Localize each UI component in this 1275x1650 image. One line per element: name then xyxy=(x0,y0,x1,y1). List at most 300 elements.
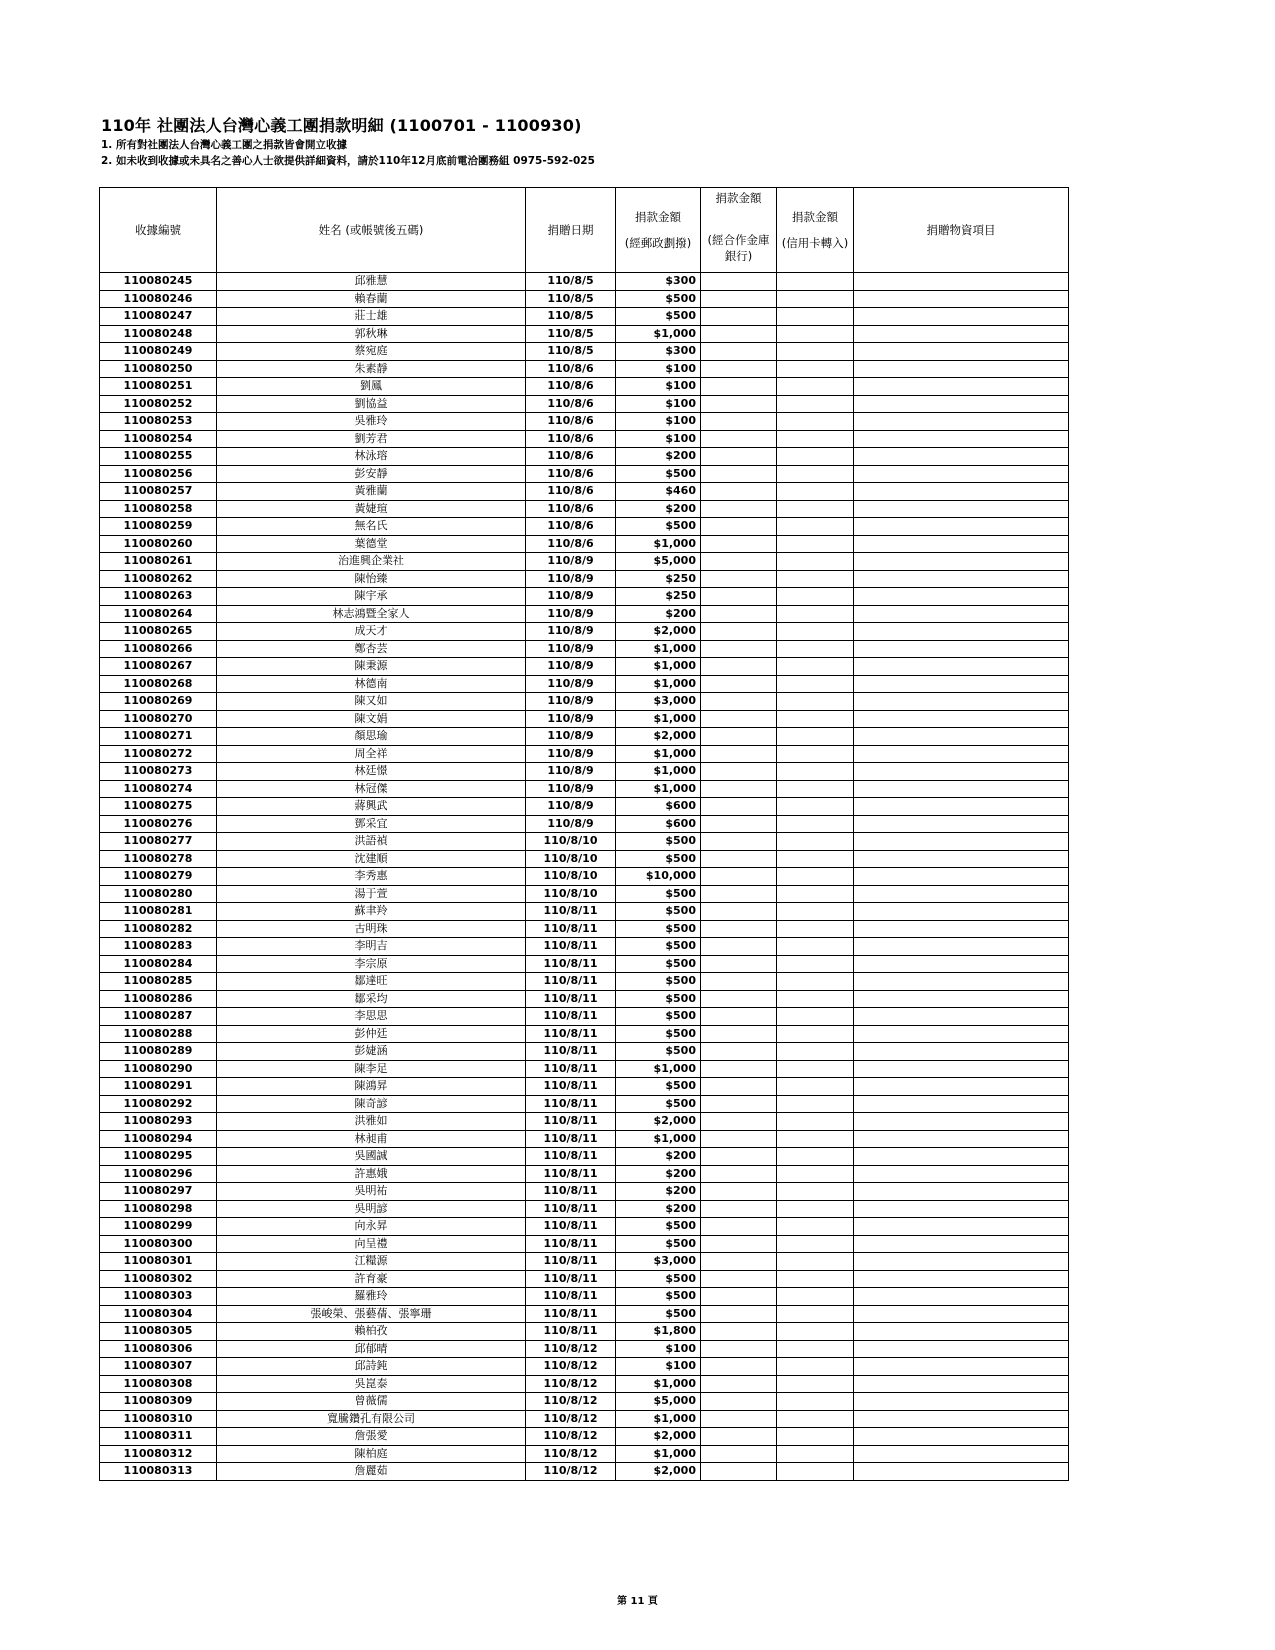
donor-name-cell: 許育豪 xyxy=(217,1270,526,1288)
donation-date-cell: 110/8/9 xyxy=(526,780,616,798)
table-row xyxy=(100,1270,1069,1288)
amount-postal-cell: $500 xyxy=(616,1288,701,1306)
donation-date-cell: 110/8/11 xyxy=(526,1060,616,1078)
goods-cell xyxy=(854,570,1069,588)
donor-name-cell: 陳奇諺 xyxy=(217,1095,526,1113)
goods-cell xyxy=(854,833,1069,851)
amount-postal-cell: $200 xyxy=(616,1200,701,1218)
amount-bank-cell xyxy=(701,675,777,693)
goods-cell xyxy=(854,1288,1069,1306)
amount-card-cell xyxy=(777,885,854,903)
amount-bank-cell xyxy=(701,990,777,1008)
donation-date-cell: 110/8/6 xyxy=(526,518,616,536)
donation-date-cell: 110/8/10 xyxy=(526,833,616,851)
donor-name-cell: 陳柏庭 xyxy=(217,1445,526,1463)
donor-name-cell: 莊士雄 xyxy=(217,308,526,326)
receipt-no-cell: 110080258 xyxy=(100,500,217,518)
table-row xyxy=(100,658,1069,676)
amount-card-cell xyxy=(777,535,854,553)
table-row xyxy=(100,955,1069,973)
goods-cell xyxy=(854,1463,1069,1481)
donor-name-cell: 吳雅玲 xyxy=(217,413,526,431)
page-number: 第 11 頁 xyxy=(617,1596,658,1607)
amount-postal-cell: $300 xyxy=(616,343,701,361)
table-row xyxy=(100,1130,1069,1148)
amount-bank-cell xyxy=(701,290,777,308)
amount-bank-cell xyxy=(701,1393,777,1411)
receipt-no-cell: 110080293 xyxy=(100,1113,217,1131)
amount-bank-cell xyxy=(701,833,777,851)
receipt-no-cell: 110080287 xyxy=(100,1008,217,1026)
amount-card-cell xyxy=(777,605,854,623)
receipt-no-cell: 110080306 xyxy=(100,1340,217,1358)
table-row xyxy=(100,325,1069,343)
donation-date-cell: 110/8/6 xyxy=(526,360,616,378)
receipt-no-cell: 110080290 xyxy=(100,1060,217,1078)
table-row xyxy=(100,1463,1069,1481)
amount-card-cell xyxy=(777,1375,854,1393)
amount-bank-cell xyxy=(701,1043,777,1061)
amount-postal-cell: $500 xyxy=(616,833,701,851)
receipt-no-cell: 110080295 xyxy=(100,1148,217,1166)
goods-cell xyxy=(854,395,1069,413)
receipt-no-cell: 110080299 xyxy=(100,1218,217,1236)
donor-name-cell: 葉德堂 xyxy=(217,535,526,553)
amount-postal-cell: $1,000 xyxy=(616,1375,701,1393)
amount-postal-cell: $1,000 xyxy=(616,325,701,343)
donation-date-cell: 110/8/11 xyxy=(526,1270,616,1288)
donor-name-cell: 羅雅玲 xyxy=(217,1288,526,1306)
donation-date-cell: 110/8/6 xyxy=(526,378,616,396)
amount-card-cell xyxy=(777,570,854,588)
donation-date-cell: 110/8/5 xyxy=(526,325,616,343)
receipt-no-cell: 110080254 xyxy=(100,430,217,448)
amount-postal-cell: $1,000 xyxy=(616,535,701,553)
table-row xyxy=(100,728,1069,746)
goods-cell xyxy=(854,938,1069,956)
table-row xyxy=(100,920,1069,938)
donation-date-cell: 110/8/12 xyxy=(526,1428,616,1446)
note-contact: 2. 如未收到收據或未具名之善心人士欲提供詳細資料，請於110年12月底前電洽團務組 0975-592-025 xyxy=(101,155,595,167)
donor-name-cell: 蔡宛庭 xyxy=(217,343,526,361)
goods-cell xyxy=(854,325,1069,343)
table-row xyxy=(100,290,1069,308)
donation-date-cell: 110/8/11 xyxy=(526,990,616,1008)
amount-card-cell xyxy=(777,1445,854,1463)
receipt-no-cell: 110080310 xyxy=(100,1410,217,1428)
table-row xyxy=(100,1113,1069,1131)
amount-postal-cell: $500 xyxy=(616,465,701,483)
table-row xyxy=(100,885,1069,903)
table-row xyxy=(100,763,1069,781)
receipt-no-cell: 110080257 xyxy=(100,483,217,501)
table-row xyxy=(100,938,1069,956)
amount-card-cell xyxy=(777,1253,854,1271)
amount-card-cell xyxy=(777,1130,854,1148)
amount-postal-cell: $1,800 xyxy=(616,1323,701,1341)
amount-card-cell xyxy=(777,745,854,763)
amount-bank-cell xyxy=(701,763,777,781)
amount-card-cell xyxy=(777,833,854,851)
donor-name-cell: 黃婕瑄 xyxy=(217,500,526,518)
donor-name-cell: 彭仲廷 xyxy=(217,1025,526,1043)
amount-bank-cell xyxy=(701,1218,777,1236)
amount-bank-cell xyxy=(701,1375,777,1393)
goods-cell xyxy=(854,623,1069,641)
donor-name-cell: 洪雅如 xyxy=(217,1113,526,1131)
amount-card-cell xyxy=(777,465,854,483)
amount-postal-cell: $2,000 xyxy=(616,728,701,746)
amount-postal-cell: $500 xyxy=(616,1095,701,1113)
goods-cell xyxy=(854,588,1069,606)
donor-name-cell: 鄒達旺 xyxy=(217,973,526,991)
donor-name-cell: 張峻榮、張藝蒨、張寧珊 xyxy=(217,1305,526,1323)
donation-date-cell: 110/8/10 xyxy=(526,885,616,903)
donor-name-cell: 沈建順 xyxy=(217,850,526,868)
receipt-no-cell: 110080248 xyxy=(100,325,217,343)
goods-cell xyxy=(854,710,1069,728)
receipt-no-cell: 110080312 xyxy=(100,1445,217,1463)
donor-name-cell: 洪語禎 xyxy=(217,833,526,851)
receipt-no-cell: 110080289 xyxy=(100,1043,217,1061)
table-row xyxy=(100,518,1069,536)
amount-bank-cell xyxy=(701,1200,777,1218)
goods-cell xyxy=(854,535,1069,553)
amount-postal-cell: $5,000 xyxy=(616,1393,701,1411)
amount-postal-cell: $3,000 xyxy=(616,693,701,711)
amount-postal-cell: $500 xyxy=(616,850,701,868)
amount-bank-cell xyxy=(701,1130,777,1148)
amount-postal-cell: $500 xyxy=(616,1218,701,1236)
donation-date-cell: 110/8/6 xyxy=(526,448,616,466)
header-goods: 捐贈物資項目 xyxy=(854,188,1069,273)
donation-date-cell: 110/8/11 xyxy=(526,1113,616,1131)
donation-date-cell: 110/8/9 xyxy=(526,658,616,676)
donation-date-cell: 110/8/11 xyxy=(526,1323,616,1341)
goods-cell xyxy=(854,1445,1069,1463)
goods-cell xyxy=(854,413,1069,431)
donation-date-cell: 110/8/9 xyxy=(526,815,616,833)
donor-name-cell: 吳明祐 xyxy=(217,1183,526,1201)
amount-postal-cell: $2,000 xyxy=(616,1463,701,1481)
donation-date-cell: 110/8/11 xyxy=(526,1165,616,1183)
amount-bank-cell xyxy=(701,903,777,921)
donation-date-cell: 110/8/9 xyxy=(526,570,616,588)
donor-name-cell: 劉芳君 xyxy=(217,430,526,448)
amount-postal-cell: $1,000 xyxy=(616,1060,701,1078)
amount-bank-cell xyxy=(701,640,777,658)
amount-card-cell xyxy=(777,955,854,973)
amount-card-cell xyxy=(777,1428,854,1446)
donation-date-cell: 110/8/11 xyxy=(526,1043,616,1061)
receipt-no-cell: 110080269 xyxy=(100,693,217,711)
amount-card-cell xyxy=(777,483,854,501)
amount-postal-cell: $500 xyxy=(616,1078,701,1096)
table-row xyxy=(100,1025,1069,1043)
donation-date-cell: 110/8/9 xyxy=(526,640,616,658)
donor-name-cell: 李明吉 xyxy=(217,938,526,956)
donation-date-cell: 110/8/12 xyxy=(526,1375,616,1393)
amount-bank-cell xyxy=(701,780,777,798)
header-amount-card xyxy=(777,188,854,273)
receipt-no-cell: 110080311 xyxy=(100,1428,217,1446)
donor-name-cell: 林泳瑢 xyxy=(217,448,526,466)
receipt-no-cell: 110080297 xyxy=(100,1183,217,1201)
amount-bank-cell xyxy=(701,605,777,623)
amount-bank-cell xyxy=(701,1288,777,1306)
table-row xyxy=(100,693,1069,711)
goods-cell xyxy=(854,955,1069,973)
amount-postal-cell: $200 xyxy=(616,1148,701,1166)
amount-postal-cell: $200 xyxy=(616,500,701,518)
receipt-no-cell: 110080298 xyxy=(100,1200,217,1218)
amount-postal-cell: $10,000 xyxy=(616,868,701,886)
amount-postal-cell: $1,000 xyxy=(616,780,701,798)
donation-date-cell: 110/8/5 xyxy=(526,290,616,308)
donation-date-cell: 110/8/12 xyxy=(526,1393,616,1411)
receipt-no-cell: 110080262 xyxy=(100,570,217,588)
goods-cell xyxy=(854,1410,1069,1428)
amount-postal-cell: $500 xyxy=(616,990,701,1008)
amount-postal-cell: $1,000 xyxy=(616,640,701,658)
donation-date-cell: 110/8/9 xyxy=(526,798,616,816)
amount-bank-cell xyxy=(701,1270,777,1288)
amount-card-cell xyxy=(777,1165,854,1183)
table-row xyxy=(100,1323,1069,1341)
amount-bank-cell xyxy=(701,973,777,991)
goods-cell xyxy=(854,1060,1069,1078)
table-row xyxy=(100,605,1069,623)
goods-cell xyxy=(854,1340,1069,1358)
goods-cell xyxy=(854,973,1069,991)
donor-name-cell: 賴柏孜 xyxy=(217,1323,526,1341)
amount-postal-cell: $1,000 xyxy=(616,745,701,763)
amount-postal-cell: $250 xyxy=(616,588,701,606)
amount-card-cell xyxy=(777,710,854,728)
amount-bank-cell xyxy=(701,710,777,728)
page-title: 110年 社團法人台灣心義工團捐款明細 (1100701 - 1100930) xyxy=(101,116,582,135)
goods-cell xyxy=(854,903,1069,921)
donation-date-cell: 110/8/12 xyxy=(526,1340,616,1358)
goods-cell xyxy=(854,465,1069,483)
donor-name-cell: 郭秋琳 xyxy=(217,325,526,343)
amount-postal-cell: $500 xyxy=(616,885,701,903)
donation-date-cell: 110/8/12 xyxy=(526,1410,616,1428)
amount-card-cell xyxy=(777,798,854,816)
goods-cell xyxy=(854,920,1069,938)
goods-cell xyxy=(854,290,1069,308)
header-amount-postal xyxy=(616,188,701,273)
amount-bank-cell xyxy=(701,1463,777,1481)
table-row xyxy=(100,588,1069,606)
goods-cell xyxy=(854,1270,1069,1288)
donation-date-cell: 110/8/11 xyxy=(526,903,616,921)
table-row xyxy=(100,1060,1069,1078)
table-row xyxy=(100,1043,1069,1061)
amount-bank-cell xyxy=(701,500,777,518)
goods-cell xyxy=(854,1148,1069,1166)
amount-postal-cell: $500 xyxy=(616,973,701,991)
amount-bank-cell xyxy=(701,1235,777,1253)
donation-date-cell: 110/8/9 xyxy=(526,553,616,571)
amount-postal-cell: $1,000 xyxy=(616,658,701,676)
donor-name-cell: 無名氏 xyxy=(217,518,526,536)
header-amount-postal-title: 捐款金額 xyxy=(635,210,681,224)
amount-card-cell xyxy=(777,518,854,536)
receipt-no-cell: 110080247 xyxy=(100,308,217,326)
amount-postal-cell: $500 xyxy=(616,1305,701,1323)
table-row xyxy=(100,1148,1069,1166)
goods-cell xyxy=(854,1428,1069,1446)
receipt-no-cell: 110080313 xyxy=(100,1463,217,1481)
amount-postal-cell: $500 xyxy=(616,938,701,956)
amount-card-cell xyxy=(777,343,854,361)
amount-postal-cell: $250 xyxy=(616,570,701,588)
amount-card-cell xyxy=(777,623,854,641)
donor-name-cell: 陳又如 xyxy=(217,693,526,711)
amount-bank-cell xyxy=(701,815,777,833)
table-row xyxy=(100,640,1069,658)
donation-date-cell: 110/8/6 xyxy=(526,535,616,553)
amount-postal-cell: $200 xyxy=(616,1165,701,1183)
table-row xyxy=(100,1078,1069,1096)
donor-name-cell: 陳宇承 xyxy=(217,588,526,606)
receipt-no-cell: 110080266 xyxy=(100,640,217,658)
amount-card-cell xyxy=(777,1113,854,1131)
table-row xyxy=(100,1008,1069,1026)
receipt-no-cell: 110080278 xyxy=(100,850,217,868)
donor-name-cell: 吳崑泰 xyxy=(217,1375,526,1393)
table-row xyxy=(100,1358,1069,1376)
goods-cell xyxy=(854,1358,1069,1376)
receipt-no-cell: 110080273 xyxy=(100,763,217,781)
donation-date-cell: 110/8/5 xyxy=(526,273,616,291)
donation-date-cell: 110/8/5 xyxy=(526,343,616,361)
receipt-no-cell: 110080291 xyxy=(100,1078,217,1096)
amount-postal-cell: $100 xyxy=(616,413,701,431)
amount-bank-cell xyxy=(701,325,777,343)
donation-date-cell: 110/8/9 xyxy=(526,588,616,606)
donor-name-cell: 顏思瑜 xyxy=(217,728,526,746)
receipt-no-cell: 110080282 xyxy=(100,920,217,938)
amount-bank-cell xyxy=(701,1323,777,1341)
amount-postal-cell: $1,000 xyxy=(616,675,701,693)
receipt-no-cell: 110080303 xyxy=(100,1288,217,1306)
donor-name-cell: 邱詩鈍 xyxy=(217,1358,526,1376)
donor-name-cell: 林冠傑 xyxy=(217,780,526,798)
goods-cell xyxy=(854,1218,1069,1236)
amount-card-cell xyxy=(777,1095,854,1113)
amount-postal-cell: $500 xyxy=(616,518,701,536)
receipt-no-cell: 110080294 xyxy=(100,1130,217,1148)
goods-cell xyxy=(854,763,1069,781)
goods-cell xyxy=(854,885,1069,903)
receipt-no-cell: 110080308 xyxy=(100,1375,217,1393)
amount-card-cell xyxy=(777,973,854,991)
donation-date-cell: 110/8/11 xyxy=(526,1078,616,1096)
header-amount-card-title: 捐款金額 xyxy=(792,210,838,224)
table-row xyxy=(100,570,1069,588)
donation-date-cell: 110/8/10 xyxy=(526,868,616,886)
amount-card-cell xyxy=(777,448,854,466)
donation-table xyxy=(99,187,1069,1481)
receipt-no-cell: 110080302 xyxy=(100,1270,217,1288)
goods-cell xyxy=(854,1043,1069,1061)
amount-bank-cell xyxy=(701,1340,777,1358)
donation-date-cell: 110/8/9 xyxy=(526,710,616,728)
donor-name-cell: 詹張愛 xyxy=(217,1428,526,1446)
amount-card-cell xyxy=(777,1358,854,1376)
header-amount-bank-title: 捐款金額 xyxy=(715,191,762,205)
amount-bank-cell xyxy=(701,570,777,588)
donor-name-cell: 邱郁晴 xyxy=(217,1340,526,1358)
amount-card-cell xyxy=(777,640,854,658)
amount-bank-cell xyxy=(701,1148,777,1166)
amount-card-cell xyxy=(777,360,854,378)
receipt-no-cell: 110080249 xyxy=(100,343,217,361)
amount-card-cell xyxy=(777,1288,854,1306)
donation-date-cell: 110/8/11 xyxy=(526,1253,616,1271)
amount-card-cell xyxy=(777,1078,854,1096)
amount-bank-cell xyxy=(701,955,777,973)
amount-bank-cell xyxy=(701,1060,777,1078)
amount-bank-cell xyxy=(701,378,777,396)
donor-name-cell: 李宗原 xyxy=(217,955,526,973)
amount-postal-cell: $100 xyxy=(616,430,701,448)
table-row xyxy=(100,780,1069,798)
donation-date-cell: 110/8/6 xyxy=(526,483,616,501)
table-row xyxy=(100,1253,1069,1271)
amount-bank-cell xyxy=(701,465,777,483)
goods-cell xyxy=(854,675,1069,693)
table-row xyxy=(100,833,1069,851)
amount-bank-cell xyxy=(701,448,777,466)
goods-cell xyxy=(854,868,1069,886)
amount-postal-cell: $500 xyxy=(616,1235,701,1253)
amount-card-cell xyxy=(777,1148,854,1166)
table-row xyxy=(100,868,1069,886)
receipt-no-cell: 110080253 xyxy=(100,413,217,431)
amount-card-cell xyxy=(777,920,854,938)
donor-name-cell: 黃雅蘭 xyxy=(217,483,526,501)
table-row xyxy=(100,623,1069,641)
amount-card-cell xyxy=(777,500,854,518)
goods-cell xyxy=(854,1200,1069,1218)
table-row xyxy=(100,1410,1069,1428)
amount-card-cell xyxy=(777,1008,854,1026)
amount-bank-cell xyxy=(701,308,777,326)
amount-postal-cell: $200 xyxy=(616,448,701,466)
goods-cell xyxy=(854,1078,1069,1096)
receipt-no-cell: 110080307 xyxy=(100,1358,217,1376)
amount-card-cell xyxy=(777,1340,854,1358)
donor-name-cell: 蘇聿羚 xyxy=(217,903,526,921)
receipt-no-cell: 110080268 xyxy=(100,675,217,693)
table-row xyxy=(100,430,1069,448)
table-row xyxy=(100,1375,1069,1393)
amount-postal-cell: $100 xyxy=(616,395,701,413)
donor-name-cell: 湯于萱 xyxy=(217,885,526,903)
amount-card-cell xyxy=(777,938,854,956)
donor-name-cell: 周全祥 xyxy=(217,745,526,763)
table-row xyxy=(100,1218,1069,1236)
receipt-no-cell: 110080245 xyxy=(100,273,217,291)
amount-postal-cell: $3,000 xyxy=(616,1253,701,1271)
donation-date-cell: 110/8/9 xyxy=(526,728,616,746)
donation-date-cell: 110/8/5 xyxy=(526,308,616,326)
donation-date-cell: 110/8/11 xyxy=(526,1025,616,1043)
table-row xyxy=(100,360,1069,378)
